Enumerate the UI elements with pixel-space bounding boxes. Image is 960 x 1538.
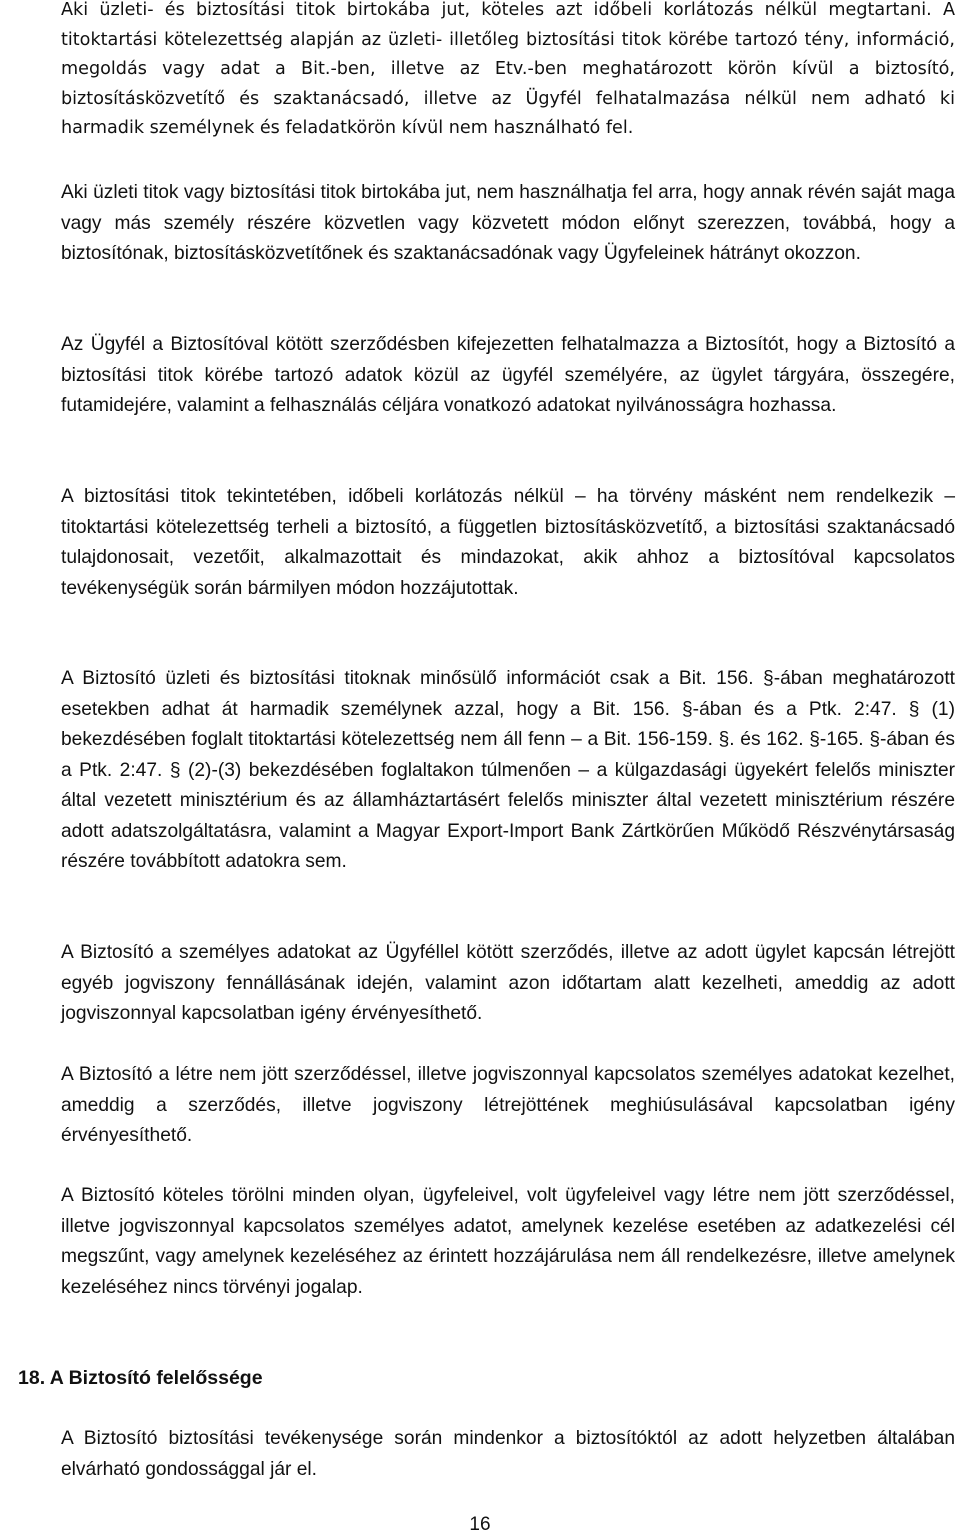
paragraph-client-authorization: Az Ügyfél a Biztosítóval kötött szerződésben kifejezetten felhatalmazza a Biztosítót, hogy a Biztosító a biztosítási titok körébe tartozó adatok közül az ügyfél személyére, az ügylet tárgyára, összegére, futamidejére, valamint a felhasználás céljára vonatkozó adatokat nyilvánosságra hozhassa. <box>61 334 955 416</box>
paragraph-failed-contract-data: A Biztosító a létre nem jött szerződéssel, illetve jogviszonnyal kapcsolatos személyes adatokat kezelhet, ameddig a szerződés, illetve jogviszony létrejöttének meghiúsulásával kapcsolatban igény érvényesíthető. <box>61 1064 955 1146</box>
paragraph-trade-secret-obligation: Aki üzleti- és biztosítási titok birtokába jut, köteles azt időbeli korlátozás nélkül megtartani. A titoktartási kötelezettség alapján az üzleti- illetőleg biztosítási titok körébe tartozó tény, információ, megoldás vagy adat a Bit.-ben, illetve az Etv.-ben meghatározott körön kívül a biztosító, biztosításközvetítő és szaktanácsadó, illetve az Ügyfél felhatalmazása nélkül nem adható ki harmadik személynek és feladatkörön kívül nem használható fel. <box>61 0 955 138</box>
page-number: 16 <box>469 1514 491 1535</box>
paragraph-secret-misuse: Aki üzleti titok vagy biztosítási titok birtokába jut, nem használhatja fel arra, hogy annak révén saját maga vagy más személy részére közvetlen vagy közvetett módon előnyt szerezzen, továbbá, hogy a biztosítónak, biztosításközvetítőnek és szaktanácsadónak vagy Ügyfeleinek hátrányt okozzon. <box>61 182 955 264</box>
paragraph-confidentiality-scope: A biztosítási titok tekintetében, időbeli korlátozás nélkül – ha törvény másként nem rendelkezik – titoktartási kötelezettség terheli a biztosító, a független biztosításközvetítő, a biztosítási szaktanácsadó tulajdonosait, vezetőit, alkalmazottait és mindazokat, akik ahhoz a biztosítóval kapcsolatos tevékenységük során bármilyen módon hozzájutottak. <box>61 486 955 599</box>
paragraph-third-party-disclosure: A Biztosító üzleti és biztosítási titoknak minősülő információt csak a Bit. 156. §-ában meghatározott esetekben adhat át harmadik személynek azzal, hogy a Bit. 156. §-ában és a Ptk. 2:47. § (1) bekezdésében foglalt titoktartási kötelezettség nem áll fenn – a Bit. 156-159. §. és 162. §-165. §-ában és a Ptk. 2:47. § (2)-(3) bekezdésében foglaltakon túlmenően – a külgazdasági ügyekért felelős miniszter által vezetett minisztérium és az államháztartásért felelős miniszter által vezetett minisztérium részére adott adatszolgáltatásra, valamint a Magyar Export-Import Bank Zártkörűen Működő Részvénytársaság részére továbbított adatokra sem. <box>61 668 955 872</box>
section-heading: 18. A Biztosító felelőssége <box>18 1367 263 1389</box>
paragraph-data-deletion: A Biztosító köteles törölni minden olyan, ügyfeleivel, volt ügyfeleivel vagy létre nem jött szerződéssel, illetve jogviszonnyal kapcsolatos személyes adatot, amelynek kezelése esetében az adatkezelési cél megszűnt, vagy amelynek kezeléséhez az érintett hozzájárulása nem áll rendelkezésre, illetve amelynek kezeléséhez nincs törvényi jogalap. <box>61 1185 955 1298</box>
paragraph-data-retention: A Biztosító a személyes adatokat az Ügyféllel kötött szerződés, illetve az adott ügylet kapcsán létrejött egyéb jogviszony fennállásának idején, valamint azon időtartam alatt kezelheti, ameddig az adott jogviszonnyal kapcsolatban igény érvényesíthető. <box>61 942 955 1024</box>
paragraph-insurer-liability: A Biztosító biztosítási tevékenysége során mindenkor a biztosítóktól az adott helyzetben általában elvárható gondossággal jár el. <box>61 1428 955 1480</box>
